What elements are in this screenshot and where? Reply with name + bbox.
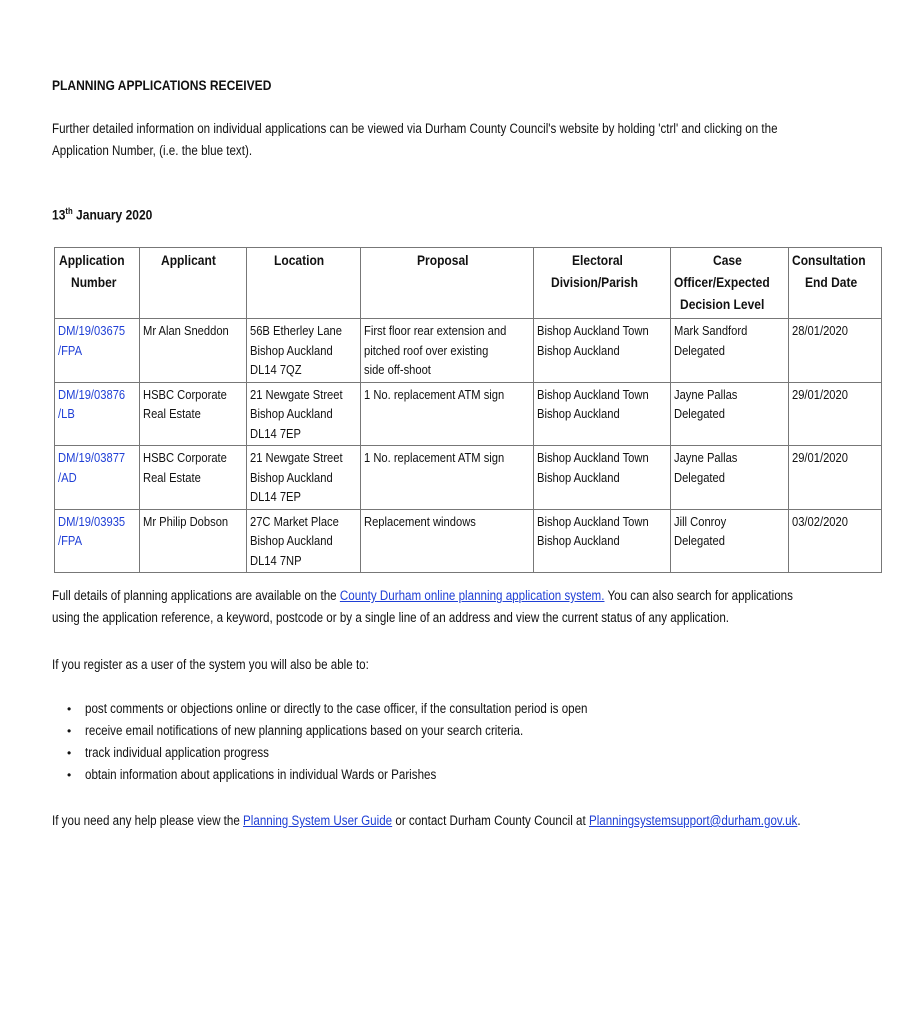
applicant-cell: Mr Philip Dobson [140, 509, 247, 573]
bullet-icon: • [67, 702, 72, 716]
user-guide-link[interactable]: Planning System User Guide [243, 813, 393, 828]
proposal-cell: Replacement windows [361, 509, 533, 573]
application-number-link[interactable]: DM/19/03935 /FPA [58, 513, 126, 548]
full-details-paragraph: Full details of planning applications are available on the County Durham online planning application system. You can also search for applications using the application reference, a keyword, postcode or by a single line of an address and view the current status of any application. [52, 588, 793, 625]
list-item: • receive email notifications of new planning applications based on your search criteria. [52, 720, 669, 742]
list-item: • obtain information about applications in individual Wards or Parishes [52, 764, 669, 786]
location-cell: 21 Newgate Street Bishop Auckland DL14 7EP [246, 382, 361, 446]
bullet-icon: • [67, 746, 72, 760]
header-consultation-end-date: Consultation End Date [789, 248, 882, 319]
intro-line: Application Number, (i.e. the blue text). [52, 143, 253, 158]
application-number-cell[interactable] [55, 382, 140, 446]
benefits-list [52, 698, 669, 786]
case-officer-cell: Mark Sandford Delegated [670, 319, 788, 383]
register-paragraph: If you register as a user of the system you will also be able to: [52, 657, 369, 672]
electoral-division-cell: Bishop Auckland Town Bishop Auckland [533, 319, 670, 383]
list-item: • track individual application progress [52, 742, 669, 764]
applications-table [54, 247, 882, 573]
applicant-cell: HSBC Corporate Real Estate [140, 382, 247, 446]
header-applicant: Applicant [140, 248, 247, 319]
table-row [55, 446, 882, 510]
page-title: PLANNING APPLICATIONS RECEIVED [52, 77, 272, 93]
electoral-division-cell: Bishop Auckland Town Bishop Auckland [533, 509, 670, 573]
consultation-end-date-cell: 28/01/2020 [789, 319, 882, 383]
intro-paragraph [52, 118, 896, 162]
case-officer-cell: Jayne Pallas Delegated [670, 446, 788, 510]
application-number-cell[interactable] [55, 509, 140, 573]
location-cell: 27C Market Place Bishop Auckland DL14 7NP [246, 509, 361, 573]
header-application-number: Application Number [55, 248, 140, 319]
case-officer-cell: Jill Conroy Delegated [670, 509, 788, 573]
online-planning-system-link[interactable]: County Durham online planning application system. [339, 588, 605, 603]
application-number-link[interactable]: DM/19/03876 /LB [58, 386, 126, 421]
table-row [55, 509, 882, 573]
case-officer-cell: Jayne Pallas Delegated [670, 382, 788, 446]
list-item: • post comments or objections online or directly to the case officer, if the consultation period is open [52, 698, 669, 720]
header-case-officer: Case Officer/Expected Decision Level [670, 248, 788, 319]
help-paragraph: If you need any help please view the Planning System User Guide or contact Durham County Council at Planningsystemsupport@durham.gov.uk. [52, 813, 801, 828]
proposal-cell: First floor rear extension and pitched roof over existing side off-shoot [361, 319, 533, 383]
application-number-cell[interactable] [55, 446, 140, 510]
proposal-cell: 1 No. replacement ATM sign [361, 446, 533, 510]
location-cell: 21 Newgate Street Bishop Auckland DL14 7EP [246, 446, 361, 510]
date-heading: 13th January 2020 [52, 206, 153, 223]
support-email-link[interactable]: Planningsystemsupport@durham.gov.uk [588, 813, 798, 828]
table-row [55, 382, 882, 446]
application-number-cell[interactable] [55, 319, 140, 383]
electoral-division-cell: Bishop Auckland Town Bishop Auckland [533, 382, 670, 446]
bullet-icon: • [67, 768, 72, 782]
table-row [55, 319, 882, 383]
header-proposal: Proposal [361, 248, 533, 319]
electoral-division-cell: Bishop Auckland Town Bishop Auckland [533, 446, 670, 510]
consultation-end-date-cell: 29/01/2020 [789, 446, 882, 510]
intro-line: Further detailed information on individual applications can be viewed via Durham County Council's website by holding 'ctrl' and clicking on the [52, 121, 778, 136]
proposal-cell: 1 No. replacement ATM sign [361, 382, 533, 446]
location-cell: 56B Etherley Lane Bishop Auckland DL14 7QZ [246, 319, 361, 383]
application-number-link[interactable]: DM/19/03675 /FPA [58, 323, 126, 358]
table-header-row [55, 248, 882, 319]
application-number-link[interactable]: DM/19/03877 /AD [58, 450, 126, 485]
applicant-cell: HSBC Corporate Real Estate [140, 446, 247, 510]
header-location: Location [246, 248, 361, 319]
consultation-end-date-cell: 03/02/2020 [789, 509, 882, 573]
bullet-icon: • [67, 724, 72, 738]
consultation-end-date-cell: 29/01/2020 [789, 382, 882, 446]
applicant-cell: Mr Alan Sneddon [140, 319, 247, 383]
header-electoral-division: Electoral Division/Parish [533, 248, 670, 319]
